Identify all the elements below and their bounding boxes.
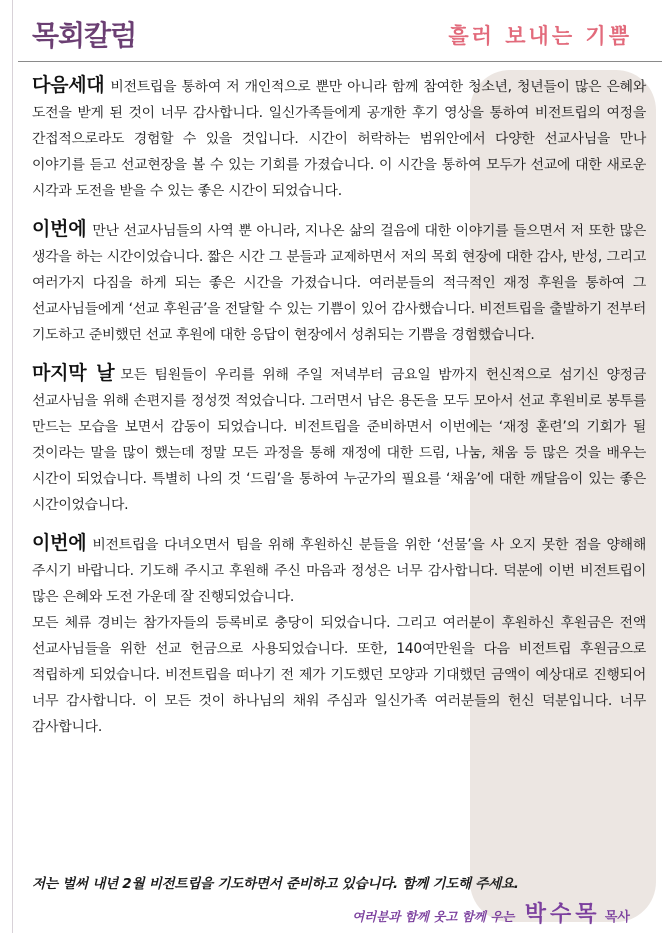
paragraph-lead: 이번에 — [32, 532, 87, 554]
paragraph-text: 모든 팀원들이 우리를 위해 주일 저녁부터 금요일 밤까지 헌신적으로 섬기신 양정금 선교사님을 위해 손편지를 정성껏 적었습니다. 그러면서 남은 용돈을 모두 모아서 선교 후원비로 봉투를 만드는 모습을 보면서 감동이 되었습니다. 비전트립을 준비하면서 이번에는 ‘재정 훈련’의 기회가 될 것이라는 말을 많이 했는데 정말 모든 과정을 통해 재정에 대한 드림, 나눔, 채움 등 많은 것을 배우는 시간이 되었습니다. 특별히 나의 것 ‘드림’을 통하여 누군가의 필요를 ‘채움’에 대한 깨달음이 있는 좋은 시간이었습니다. — [32, 367, 646, 513]
author-name: 박수목 — [524, 902, 601, 927]
signature-tagline: 여러분과 함께 웃고 함께 우는 — [352, 909, 515, 924]
paragraph-text: 만난 선교사님들의 사역 뿐 아니라, 지나온 삶의 걸음에 대한 이야기를 들으면서 저 또한 많은 생각을 하는 시간이었습니다. 짧은 시간 그 분들과 교제하면서 저의 목회 현장에 대한 감사, 반성, 그리고 여러가지 다짐을 하게 되는 좋은 시간을 가졌습니다. 여러분들의 적극적인 재정 후원을 통하여 그 선교사님들에게 ‘선교 후원금’을 전달할 수 있는 기쁨이 있어 감사했습니다. 비전트립을 출발하기 전부터 기도하고 준비했던 선교 후원에 대한 응답이 현장에서 성취되는 기쁨을 경험했습니다. — [32, 223, 646, 343]
paragraph-text: 모든 체류 경비는 참가자들의 등록비로 충당이 되었습니다. 그리고 여러분이 후원하신 후원금은 전액 선교사님들을 위한 선교 헌금으로 사용되었습니다. 또한, 140여만원을 다음 비전트립 후원금으로 적립하게 되었습니다. 비전트립을 떠나기 전 제가 기도했던 모양과 기대했던 금액이 예상대로 진행되어 너무 감사합니다. 이 모든 것이 하나님의 채워 주심과 일신가족 여러분들의 헌신 덕분입니다. 너무 감사합니다. — [32, 615, 646, 735]
paragraph-lead: 마지막 날 — [32, 362, 115, 384]
paragraph-3 — [32, 360, 646, 518]
author-title: 목사 — [604, 910, 630, 925]
paragraph-1 — [32, 72, 646, 204]
paragraph-2 — [32, 216, 646, 348]
paragraph-lead: 이번에 — [32, 218, 87, 240]
paragraph-text: 비전트립을 통하여 저 개인적으로 뿐만 아니라 함께 참여한 청소년, 청년들이 많은 은혜와 도전을 받게 된 것이 너무 감사합니다. 일신가족들에게 공개한 후기 영상을 통하여 비전트립의 여정을 간접적으로라도 경험할 수 있을 것입니다. 시간이 허락하는 범위안에서 다양한 선교사님을 만나 이야기를 듣고 선교현장을 볼 수 있는 기회를 가졌습니다. 이 시간을 통하여 모두가 선교에 대한 새로운 시각과 도전을 받을 수 있는 좋은 시간이 되었습니다. — [32, 79, 646, 199]
article-body — [32, 72, 646, 740]
left-margin-rule — [12, 0, 13, 933]
paragraph-5 — [32, 610, 646, 740]
column-slogan: 흘러 보내는 기쁨 — [448, 24, 632, 48]
closing-remark: 저는 벌써 내년 2월 비전트립을 기도하면서 준비하고 있습니다. 함께 기도해 주세요. — [32, 876, 519, 892]
header-divider — [18, 61, 662, 62]
paragraph-text: 비전트립을 다녀오면서 팀을 위해 후원하신 분들을 위한 ‘선물’을 사 오지 못한 점을 양해해 주시기 바랍니다. 기도해 주시고 후원해 주신 마음과 정성은 너무 감사합니다. 덕분에 이번 비전트립이 많은 은혜와 도전 가운데 잘 진행되었습니다. — [32, 537, 646, 605]
paragraph-lead: 다음세대 — [32, 74, 105, 96]
column-title: 목회칼럼 — [32, 19, 137, 52]
author-signature — [352, 897, 630, 928]
paragraph-4 — [32, 530, 646, 610]
